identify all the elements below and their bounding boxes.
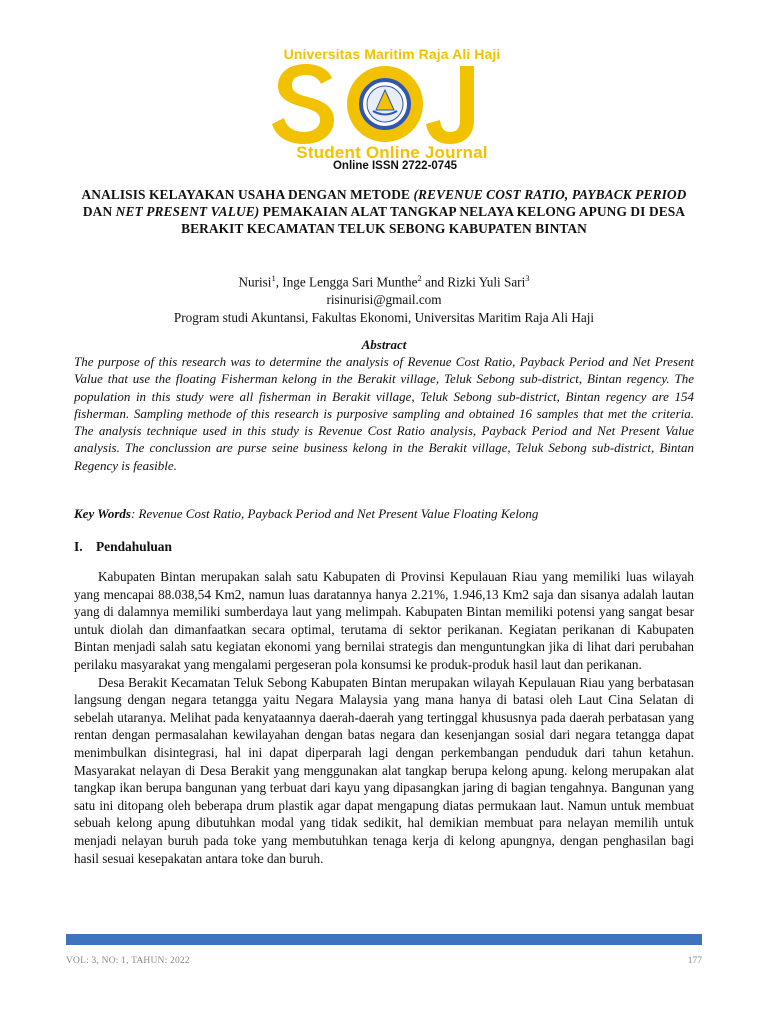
footer-bar [66, 934, 702, 945]
author-block [66, 269, 702, 327]
page-number: 177 [687, 956, 702, 966]
paragraph: Desa Berakit Kecamatan Teluk Sebong Kabupaten Bintan merupakan wilayah Kepulauan Riau yang berbatasan langsung dengan negara tetangga yaitu Negara Malaysia yang mana hanya di batasi oleh Laut Cina Selatan di sebelah utaranya. Melihat pada kenyataannya daerah-daerah yang tertinggal khususnya pada daerah perbatasan yang rentan dengan permasalahan kewilayahan dengan batas negara dan kesenjangan sosial dari negara tetangga dapat menimbulkan disintegrasi, hal ini dapat diperparah lagi dengan perkembangan penduduk dari tahun ketahun. Masyarakat nelayan di Desa Berakit yang menggunakan alat tangkap berupa kelong apung. kelong merupakan alat tangkap ikan berupa bangunan yang terbuat dari kayu yang dipasangkan jaring di bagian tengahnya. Bangunan yang satu ini ditopang oleh beberapa drum plastik agar dapat mengapung diatas permukaan laut. Namun untuk membuat sebuah kelong apung dibutuhkan modal yang tidak sedikit, hal demikian membuat para nelayan memilih untuk menjadi nelayan buruh pada toke yang membutuhkan tenaga kerja di kelong apungnya, dengan penghasilan bagi hasil sesuai kesepakatan antara toke dan buruh. [74, 674, 694, 866]
author-1-sup: 1 [271, 273, 276, 283]
section-heading [74, 539, 172, 555]
paper-title [66, 186, 702, 237]
title-part-1: ANALISIS KELAYAKAN USAHA DENGAN METODE [81, 187, 414, 202]
body-text [74, 568, 694, 867]
logo-journal-name: Student Online Journal [296, 143, 488, 162]
keywords [74, 506, 694, 522]
author-affiliation: Program studi Akuntansi, Fakultas Ekonomi, Universitas Maritim Raja Ali Haji [173, 310, 595, 326]
keywords-label: Key Words [74, 506, 131, 521]
title-part-2: (REVENUE COST RATIO, PAYBACK PERIOD [413, 187, 687, 202]
title-part-4: NET PRESENT VALUE) [115, 204, 260, 219]
logo-university: Universitas Maritim Raja Ali Haji [283, 46, 501, 62]
logo-issn: Online ISSN 2722-0745 [332, 160, 457, 172]
author-3-sup: 3 [525, 273, 530, 283]
paragraph: Kabupaten Bintan merupakan salah satu Kabupaten di Provinsi Kepulauan Riau yang memiliki luas wilayah yang mencapai 88.038,54 Km2, namun luas daratannya hanya 2.21%, 1.946,13 Km2 saja dan sisanya adalah lautan yang di dalamnya memiliki sumberdaya laut yang melimpah. Kabupaten Bintan memiliki potensi yang sangat besar untuk diolah dan dimanfaatkan secara optimal, terutama di sektor perikanan. Kegiatan perikanan di Kabupaten Bintan menjadi salah satu kegiatan ekonomi yang bernilai strategis dan menguntungkan jika di lihat dari perubahan perilaku masyarakat yang mengalami pergeseran pola konsumsi ke produk-produk hasil laut dan perikanan. [74, 569, 694, 672]
title-part-3: DAN [82, 204, 116, 219]
footer-volume: VOL: 3, NO: 1, TAHUN: 2022 [66, 956, 190, 966]
section-number: I. [74, 539, 83, 554]
author-2-sup: 2 [417, 273, 422, 283]
title-part-5: PEMAKAIAN ALAT TANGKAP NELAYA KELONG APUNG DI DESA BERAKIT KECAMATAN TELUK SEBONG KABUPATEN BINTAN [181, 204, 686, 236]
keywords-text: : Revenue Cost Ratio, Payback Period and Net Present Value Floating Kelong [130, 506, 539, 521]
abstract-heading: Abstract [361, 337, 407, 352]
author-2: , Inge Lengga Sari Munthe [275, 274, 418, 290]
author-1: Nurisi [238, 274, 272, 290]
author-3: and Rizki Yuli Sari [421, 274, 526, 290]
soj-letters-icon [270, 62, 500, 146]
author-email: risinurisi@gmail.com [326, 292, 442, 308]
journal-logo [270, 46, 500, 176]
author-names [66, 269, 702, 291]
abstract-text: The purpose of this research was to determine the analysis of Revenue Cost Ratio, Payback Period and Net Present Value that use the floating Fisherman kelong in the Berakit village, Teluk Sebong sub-district, Bintan regency. The population in this study were all fisherman in Berakit village, Teluk Sebong sub-district, Bintan regency are 154 fisherman. Sampling methode of this research is purposive sampling and obtained 16 samples that met the criteria. The analysis technique used in this study is Revenue Cost Ratio analysis, Payback Period and Net Present Value analysis. The conclussion are purse seine business kelong in the Berakit village, Teluk Sebong sub-district, Bintan Regency is feasible. [74, 354, 694, 473]
section-title: Pendahuluan [96, 539, 172, 554]
